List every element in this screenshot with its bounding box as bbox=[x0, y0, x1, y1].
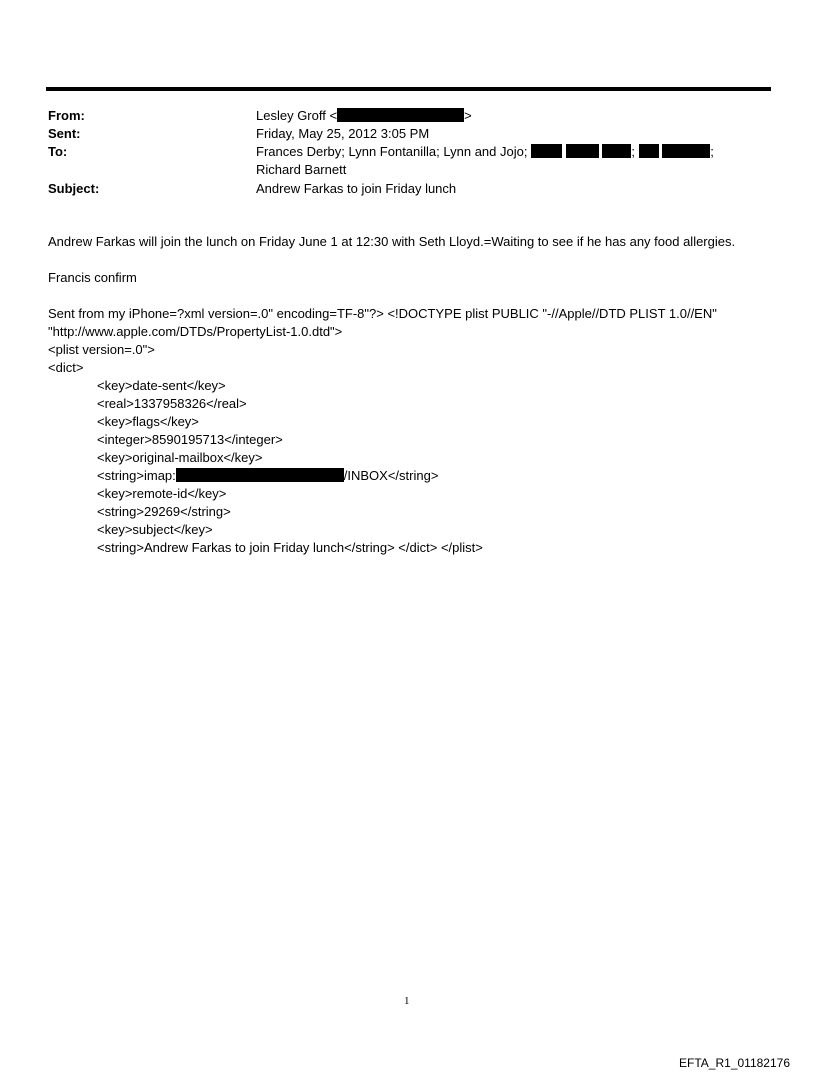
to-label: To: bbox=[48, 144, 68, 159]
document-id: EFTA_R1_01182176 bbox=[679, 1056, 790, 1070]
redaction-bar bbox=[531, 144, 562, 158]
plist-line: <string>Andrew Farkas to join Friday lunch</string> </dict> </plist> bbox=[97, 540, 483, 555]
to-value-line2: Richard Barnett bbox=[256, 162, 347, 177]
redaction-bar bbox=[566, 144, 599, 158]
from-value bbox=[256, 107, 472, 125]
plist-line: <real>1337958326</real> bbox=[97, 396, 247, 411]
to-separator: ; bbox=[710, 144, 714, 159]
plist-line: <integer>8590195713</integer> bbox=[97, 432, 283, 447]
redaction-bar bbox=[602, 144, 631, 158]
from-close: > bbox=[464, 108, 472, 123]
plist-line: <key>flags</key> bbox=[97, 414, 199, 429]
header-rule bbox=[46, 87, 771, 91]
page-number: 1 bbox=[404, 995, 410, 1007]
from-label: From: bbox=[48, 108, 85, 123]
from-name: Lesley Groff < bbox=[256, 108, 338, 123]
body-line: <plist version=.0"> bbox=[48, 342, 155, 357]
body-line: Sent from my iPhone=?xml version=.0" encoding=TF-8"?> <!DOCTYPE plist PUBLIC "-//Apple//DTD PLIST 1.0//EN" bbox=[48, 306, 717, 321]
sent-value: Friday, May 25, 2012 3:05 PM bbox=[256, 126, 430, 141]
plist-line: <string>29269</string> bbox=[97, 504, 231, 519]
redaction-bar bbox=[176, 468, 344, 482]
to-separator: ; bbox=[631, 144, 635, 159]
subject-value: Andrew Farkas to join Friday lunch bbox=[256, 181, 457, 196]
body-line: <dict> bbox=[48, 360, 84, 375]
to-value bbox=[256, 143, 714, 161]
plist-line: <key>original-mailbox</key> bbox=[97, 450, 263, 465]
imap-prefix: <string>imap: bbox=[97, 468, 176, 483]
plist-line-imap bbox=[97, 467, 438, 485]
imap-suffix: /INBOX</string> bbox=[343, 468, 439, 483]
to-recipients: Frances Derby; Lynn Fontanilla; Lynn and Jojo; bbox=[256, 144, 528, 159]
redaction-bar bbox=[639, 144, 659, 158]
redaction-bar bbox=[337, 108, 464, 122]
body-line: "http://www.apple.com/DTDs/PropertyList-1.0.dtd"> bbox=[48, 324, 343, 339]
plist-line: <key>remote-id</key> bbox=[97, 486, 227, 501]
sent-label: Sent: bbox=[48, 126, 81, 141]
body-paragraph: Francis confirm bbox=[48, 270, 137, 285]
plist-line: <key>subject</key> bbox=[97, 522, 213, 537]
body-paragraph: Andrew Farkas will join the lunch on Friday June 1 at 12:30 with Seth Lloyd.=Waiting to see if he has any food allergies. bbox=[48, 234, 736, 249]
redaction-bar bbox=[662, 144, 710, 158]
plist-line: <key>date-sent</key> bbox=[97, 378, 226, 393]
subject-label: Subject: bbox=[48, 181, 100, 196]
